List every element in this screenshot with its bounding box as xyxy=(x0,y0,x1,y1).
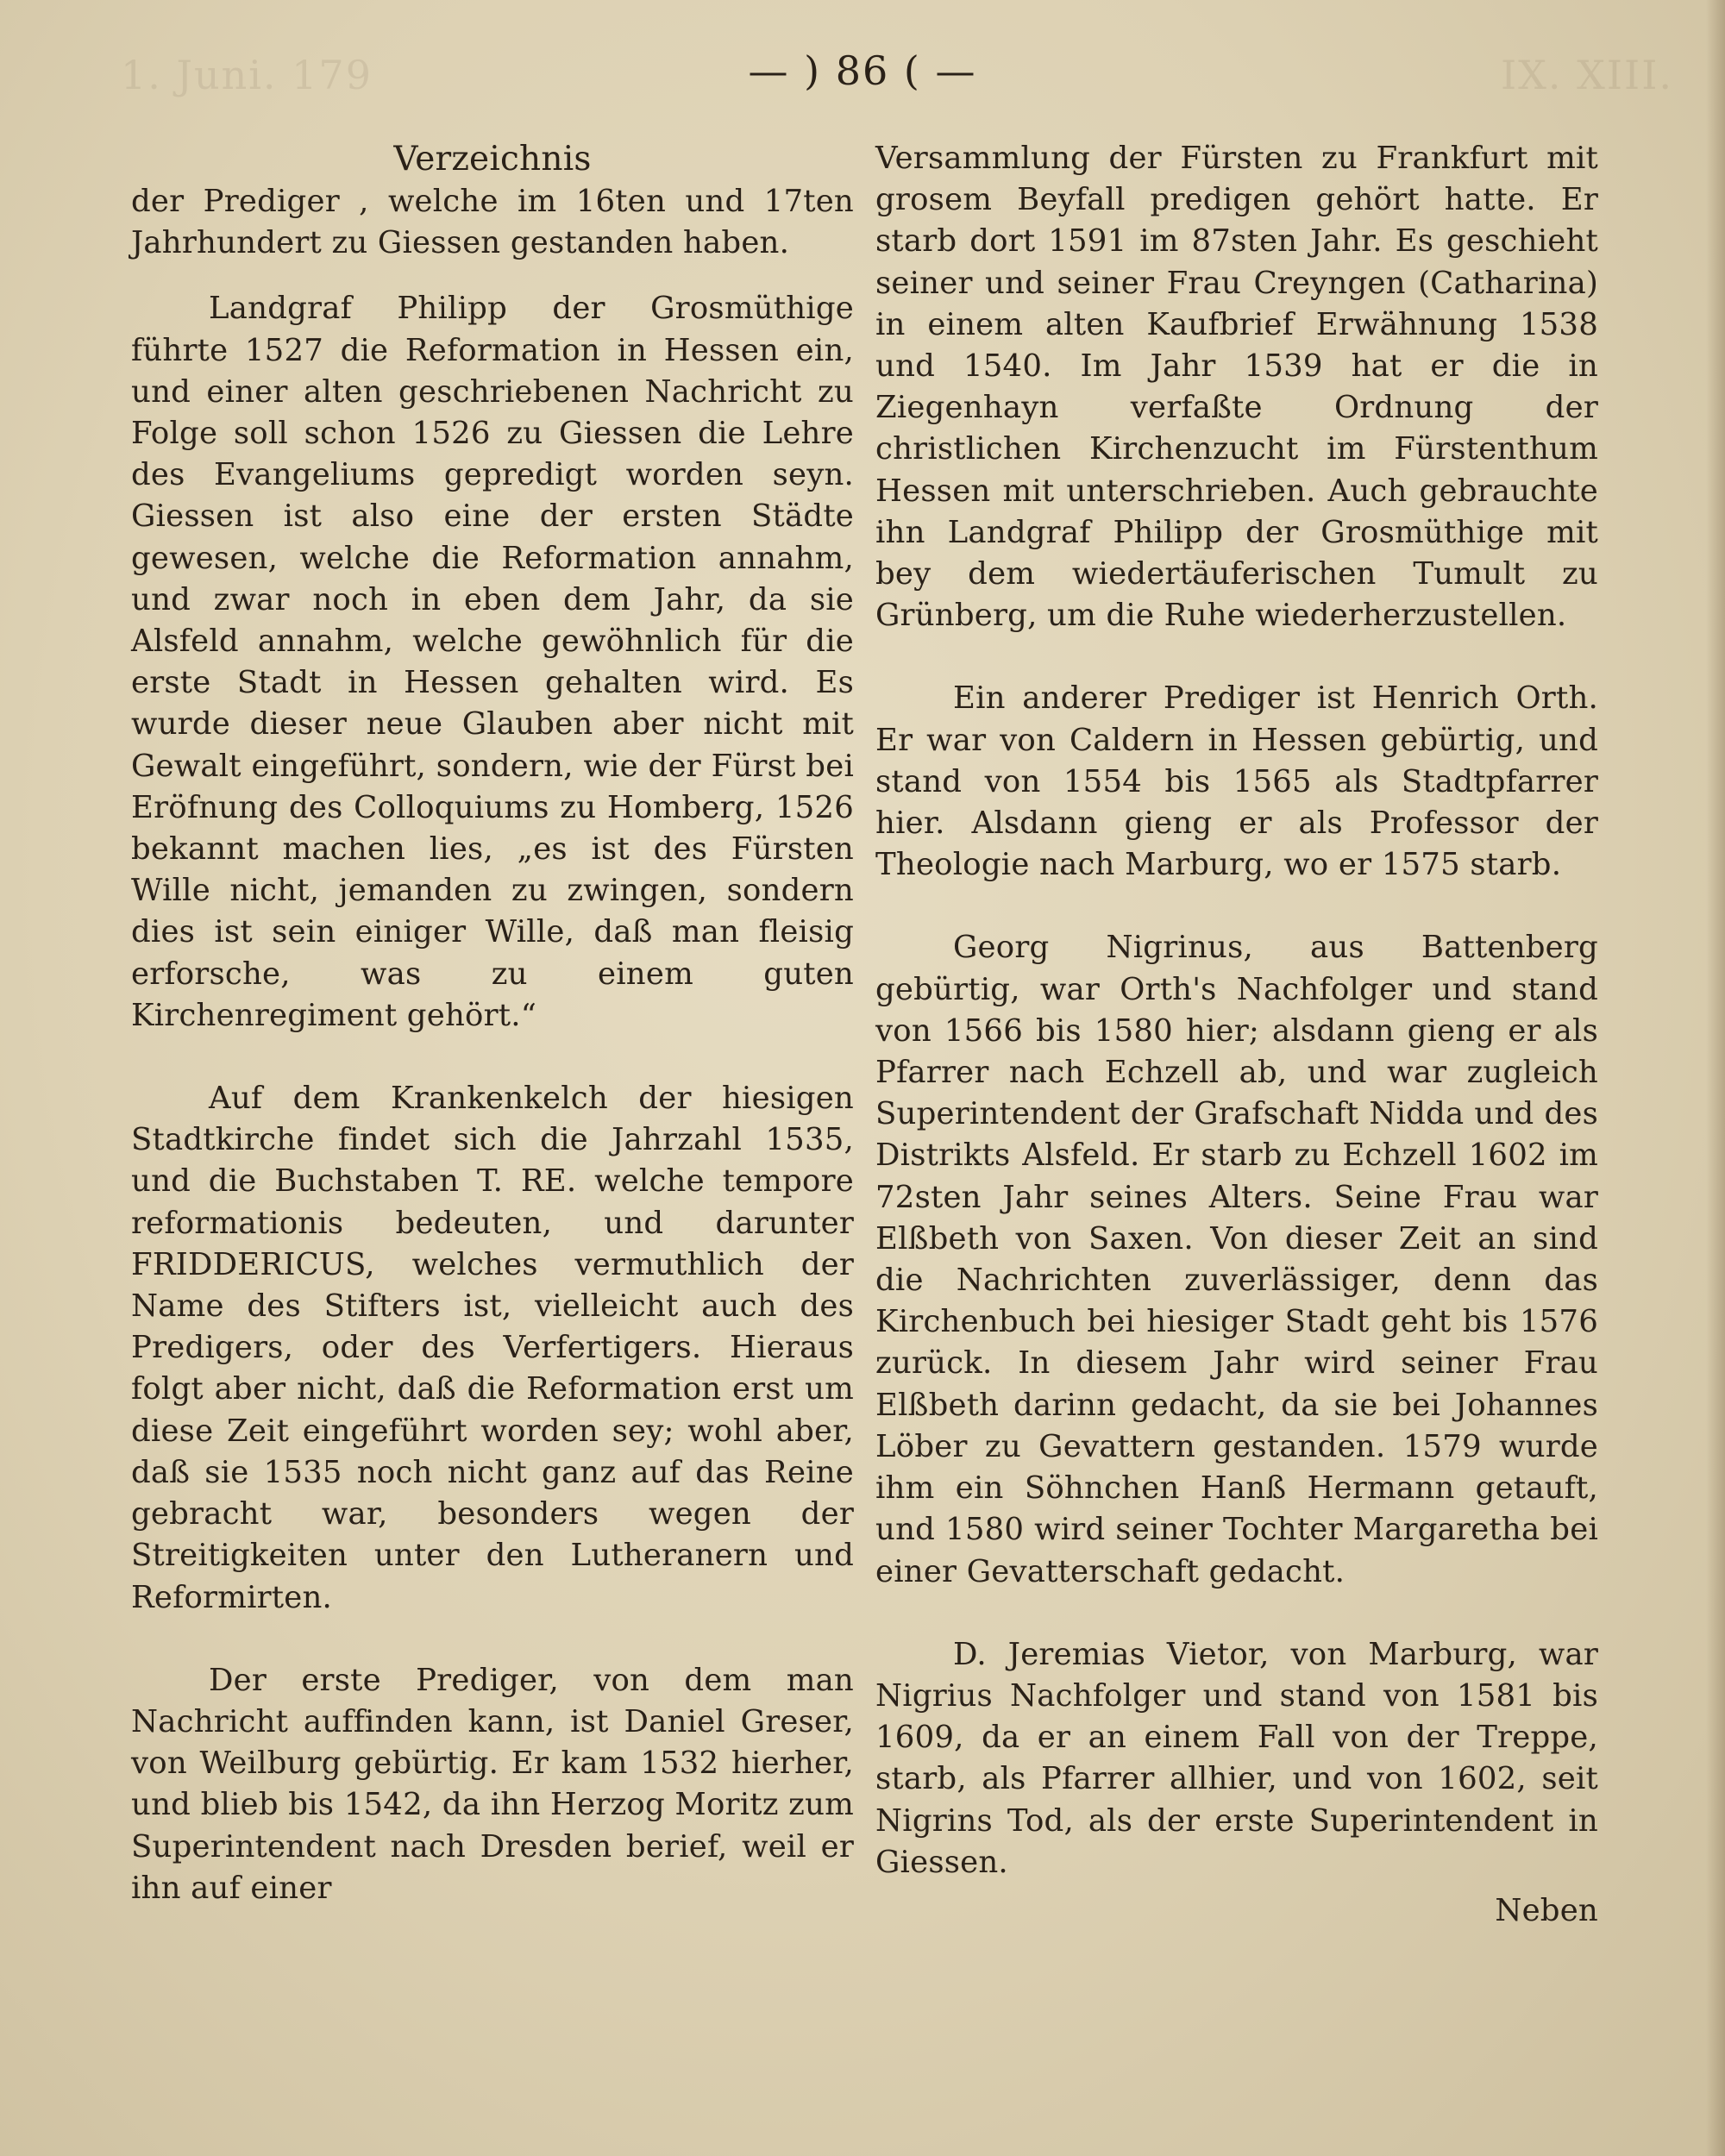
page-number: — ) 86 ( — xyxy=(748,47,977,94)
page-edge-shadow xyxy=(1706,0,1725,2156)
paragraph-reformation: Landgraf Philipp der Grosmüthige führte 1527 die Reformation in Hessen ein, und einer alten geschriebenen Nachricht zu Folge soll schon 1526 zu Giessen die Lehre des Evangeliums gepredigt worden seyn. Giessen ist also eine der ersten Städte gewesen, welche die Reformation annahm, und zwar noch in eben dem Jahr, da sie Alsfeld annahm, welche gewöhnlich für die erste Stadt in Hessen gehalten wird. Es wurde dieser neue Glauben aber nicht mit Gewalt eingeführt, sondern, wie der Fürst bei Eröfnung des Colloquiums zu Homberg, 1526 bekannt machen lies, „es ist des Fürsten Wille nicht, jemanden zu zwingen, sondern dies ist sein einiger Wille, daß man fleisig erforsche, was zu einem guten Kirchenregiment gehört.“ xyxy=(131,291,854,1033)
bleed-through-text-left: 1. Juni. 179 xyxy=(121,52,373,98)
paragraph-greser-continued: Versammlung der Fürsten zu Frankfurt mit grosem Beyfall predigen gehört hatte. Er starb dort 1591 im 87sten Jahr. Es geschieht seiner und seiner Frau Creyngen (Catharina) in einem alten Kaufbrief Erwähnung 1538 und 1540. Im Jahr 1539 hat er die in Ziegenhayn verfaßte Ordnung der christlichen Kirchenzucht im Fürstenthum Hessen mit unterschrieben. Auch gebrauchte ihn Landgraf Philipp der Grosmüthige mit bey dem wiedertäuferischen Tumult zu Grünberg, um die Ruhe wiederherzustellen. xyxy=(875,141,1598,634)
paragraph-greser: Der erste Prediger, von dem man Nachricht auffinden kann, ist Daniel Greser, von Weilburg gebürtig. Er kam 1532 hierher, und blieb bis 1542, da ihn Herzog Moritz zum Superintendent nach Dresden berief, weil er ihn auf einer xyxy=(131,1662,854,1906)
paragraph-orth: Ein anderer Prediger ist Henrich Orth. Er war von Caldern in Hessen gebürtig, und stand von 1554 bis 1565 als Stadtpfarrer hier. Alsdann gieng er als Professor der Theologie nach Marburg, wo er 1575 starb. xyxy=(875,680,1598,883)
paragraph-vietor: D. Jeremias Vietor, von Marburg, war Nigrius Nachfolger und stand von 1581 bis 1609, da er an einem Fall von der Treppe, starb, als Pfarrer allhier, und von 1602, seit Nigrins Tod, als der erste Superintendent in Giessen. xyxy=(875,1636,1598,1880)
section-title: Verzeichnis xyxy=(393,140,592,179)
section-subtitle: der Prediger , welche im 16ten und 17ten Jahrhundert zu Giessen gestanden haben. xyxy=(131,184,854,261)
bleed-through-text-right: IX. XIII. xyxy=(1500,52,1673,98)
left-column xyxy=(131,138,854,1909)
paragraph-nigrinus: Georg Nigrinus, aus Battenberg gebürtig, war Orth's Nachfolger und stand von 1566 bis 1580 hier; alsdann gieng er als Pfarrer nach Echzell ab, und war zugleich Superintendent der Grafschaft Nidda und des Distrikts Alsfeld. Er starb zu Echzell 1602 im 72sten Jahr seines Alters. Seine Frau war Elßbeth von Saxen. Von dieser Zeit an sind die Nachrichten zuverlässiger, denn das Kirchenbuch bei hiesiger Stadt geht bis 1576 zurück. In diesem Jahr wird seiner Frau Elßbeth darinn gedacht, da sie bei Johannes Löber zu Gevattern gestanden. 1579 wurde ihm ein Söhnchen Hanß Hermann getauft, und 1580 wird seiner Tochter Margaretha bei einer Gevatterschaft gedacht. xyxy=(875,930,1598,1589)
paragraph-krankenkelch: Auf dem Krankenkelch der hiesigen Stadtkirche findet sich die Jahrzahl 1535, und die Buchstaben T. RE. welche tempore reformationis bedeuten, und darunter FRIDDERICUS, welches vermuthlich der Name des Stifters ist, vielleicht auch des Predigers, oder des Verfertigers. Hieraus folgt aber nicht, daß die Reformation erst um diese Zeit eingeführt worden sey; wohl aber, daß sie 1535 noch nicht ganz auf das Reine gebracht war, besonders wegen der Streitigkeiten unter den Lutheranern und Reformirten. xyxy=(131,1081,854,1615)
right-column xyxy=(875,138,1598,1932)
catchword: Neben xyxy=(1495,1892,1598,1928)
